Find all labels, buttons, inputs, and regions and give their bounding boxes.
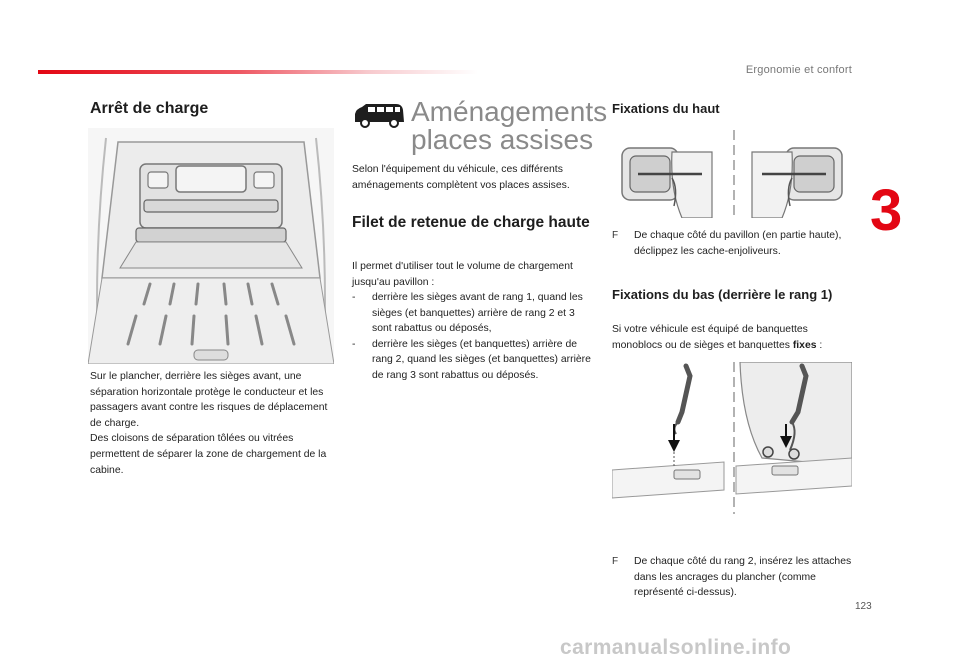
cargo-area-illustration (88, 128, 334, 364)
section-title-filet: Filet de retenue de charge haute (352, 214, 590, 231)
header-accent-bar (38, 70, 478, 74)
filet-intro-text: Il permet d'utiliser tout le volume de chargement jusqu'au pavillon : (352, 261, 573, 288)
fixations-haut-instruction: F De chaque côté du pavillon (en partie haute), déclippez les cache-enjoliveurs. (612, 230, 842, 257)
fixations-bas-instruction: F De chaque côté du rang 2, insérez les attaches dans les ancrages du plancher (comme représenté ci-dessus). (612, 556, 852, 599)
lower-fixation-illustration (612, 362, 852, 514)
watermark-text: carmanualsonline.info (560, 636, 792, 659)
upper-fixation-illustration (612, 130, 852, 218)
page-title-line1: Aménagements (411, 96, 608, 127)
bullet-marker: F (612, 230, 619, 241)
van-icon (352, 102, 406, 128)
bullet-marker: F (612, 556, 619, 568)
arret-de-charge-text (90, 369, 330, 478)
page-number: 123 (855, 601, 872, 612)
section-title-arret-de-charge: Arrêt de charge (90, 100, 209, 117)
list-item: - derrière les sièges (et banquettes) arrière de rang 2, quand les sièges (et banquettes) arrière de rang 3 sont rabattus ou déposés. (352, 338, 591, 381)
arret-paragraph-1: Sur le plancher, derrière les sièges avant, une séparation horizontale protège le conducteur et les passagers avant contre les risques de déplacement de charge. (90, 371, 328, 429)
arret-paragraph-2: Des cloisons de séparation tôlées ou vitrées permettent de séparer la zone de chargement de la cabine. (90, 433, 327, 476)
section-title-fixations-haut: Fixations du haut (612, 101, 720, 116)
filet-usage-list (352, 290, 594, 384)
section-title-fixations-bas: Fixations du bas (derrière le rang 1) (612, 287, 833, 302)
page-title-line2: places assises (411, 124, 594, 155)
list-item: - derrière les sièges avant de rang 1, quand les sièges (et banquettes) arrière de rang 2 et 3 sont rabattus ou déposés, (352, 292, 583, 335)
header-section-title: Ergonomie et confort (745, 64, 852, 76)
fixations-bas-condition: Si votre véhicule est équipé de banquettes monoblocs ou de sièges et banquettes fixes : (612, 324, 823, 351)
chapter-number: 3 (870, 178, 903, 243)
amenagements-intro: Selon l'équipement du véhicule, ces différents aménagements complètent vos places assises. (352, 164, 570, 191)
